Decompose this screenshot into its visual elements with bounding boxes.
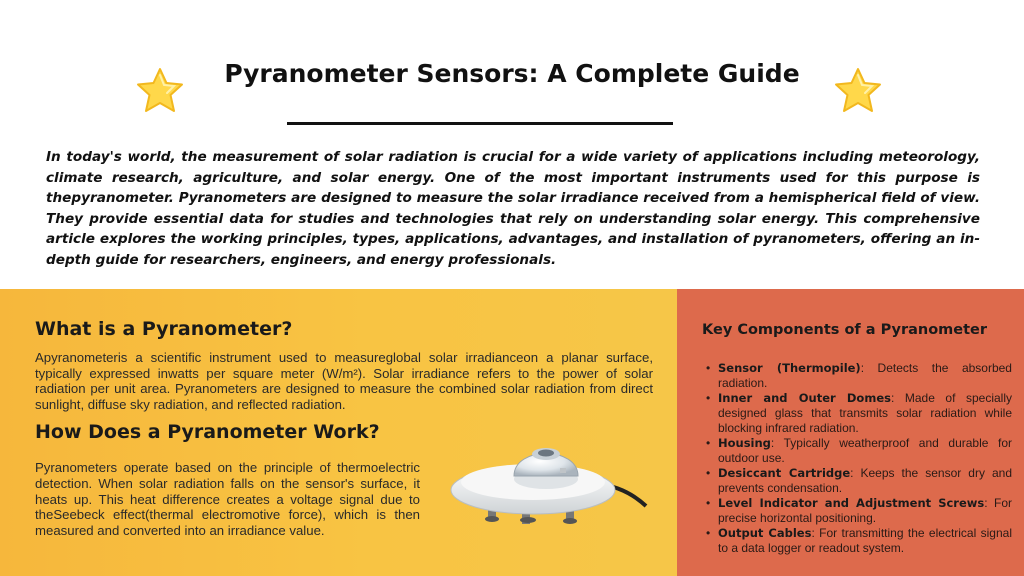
list-item: [704, 466, 1012, 496]
component-desc: : Keeps the sensor dry and prevents condensation.: [718, 466, 1013, 495]
list-item: [704, 526, 1012, 556]
star-icon: [832, 66, 884, 116]
star-icon: [134, 66, 186, 116]
component-term: Housing: [718, 436, 771, 450]
component-desc: : For precise horizontal positioning.: [718, 496, 1012, 525]
how-it-works-heading: How Does a Pyranometer Work?: [35, 421, 380, 443]
component-term: Level Indicator and Adjustment Screws: [718, 496, 985, 510]
component-term: Sensor (Thermopile): [718, 361, 861, 375]
key-components-heading: Key Components of a Pyranometer: [702, 322, 988, 338]
title-underline: [287, 122, 673, 125]
how-it-works-paragraph: Pyranometers operate based on the principle of thermoelectric detection. When solar radiation falls on the sensor's surface, it heats up. This heat difference creates a voltage signal due to theSeebeck effect(thermal electromotive force), which is then measured and converted into an irradiance value.: [35, 460, 420, 539]
intro-paragraph: In today's world, the measurement of solar radiation is crucial for a wide variety of applications including meteorology, climate research, agriculture, and solar energy. One of the most important instruments used for this purpose is thepyranometer. Pyranometers are designed to measure the solar irradiance received from a hemispherical field of view. They provide essential data for studies and technologies that rely on understanding solar energy. This comprehensive article explores the working principles, types, applications, advantages, and installation of pyranometers, offering an in-depth guide for researchers, engineers, and energy professionals.: [46, 149, 980, 268]
component-desc: : Typically weatherproof and durable for outdoor use.: [718, 436, 1012, 465]
component-desc: : For transmitting the electrical signal to a data logger or readout system.: [718, 526, 1012, 555]
component-term: Desiccant Cartridge: [718, 466, 851, 480]
component-desc: : Made of specially designed glass that transmits solar radiation while blocking infrared radiation.: [718, 391, 1012, 435]
what-is-paragraph: Apyranometeris a scientific instrument used to measureglobal solar irradianceon a planar surface, typically expressed inwatts per square meter (W/m²). Solar irradiance refers to the power of solar radiation per unit area. Pyranometers are designed to measure the combined solar radiation from direct sunlight, diffuse sky radiation, and reflected radiation.: [35, 350, 653, 412]
list-item: [704, 361, 1012, 391]
component-desc: : Detects the absorbed radiation.: [718, 361, 1012, 390]
page-title: Pyranometer Sensors: A Complete Guide: [224, 59, 800, 88]
component-term: Inner and Outer Domes: [718, 391, 891, 405]
what-is-heading: What is a Pyranometer?: [35, 318, 293, 340]
pyranometer-device-image: [448, 424, 648, 534]
component-term: Output Cables: [718, 526, 812, 540]
list-item: [704, 436, 1012, 466]
list-item: [704, 391, 1012, 436]
key-components-list: [704, 361, 1012, 556]
list-item: [704, 496, 1012, 526]
